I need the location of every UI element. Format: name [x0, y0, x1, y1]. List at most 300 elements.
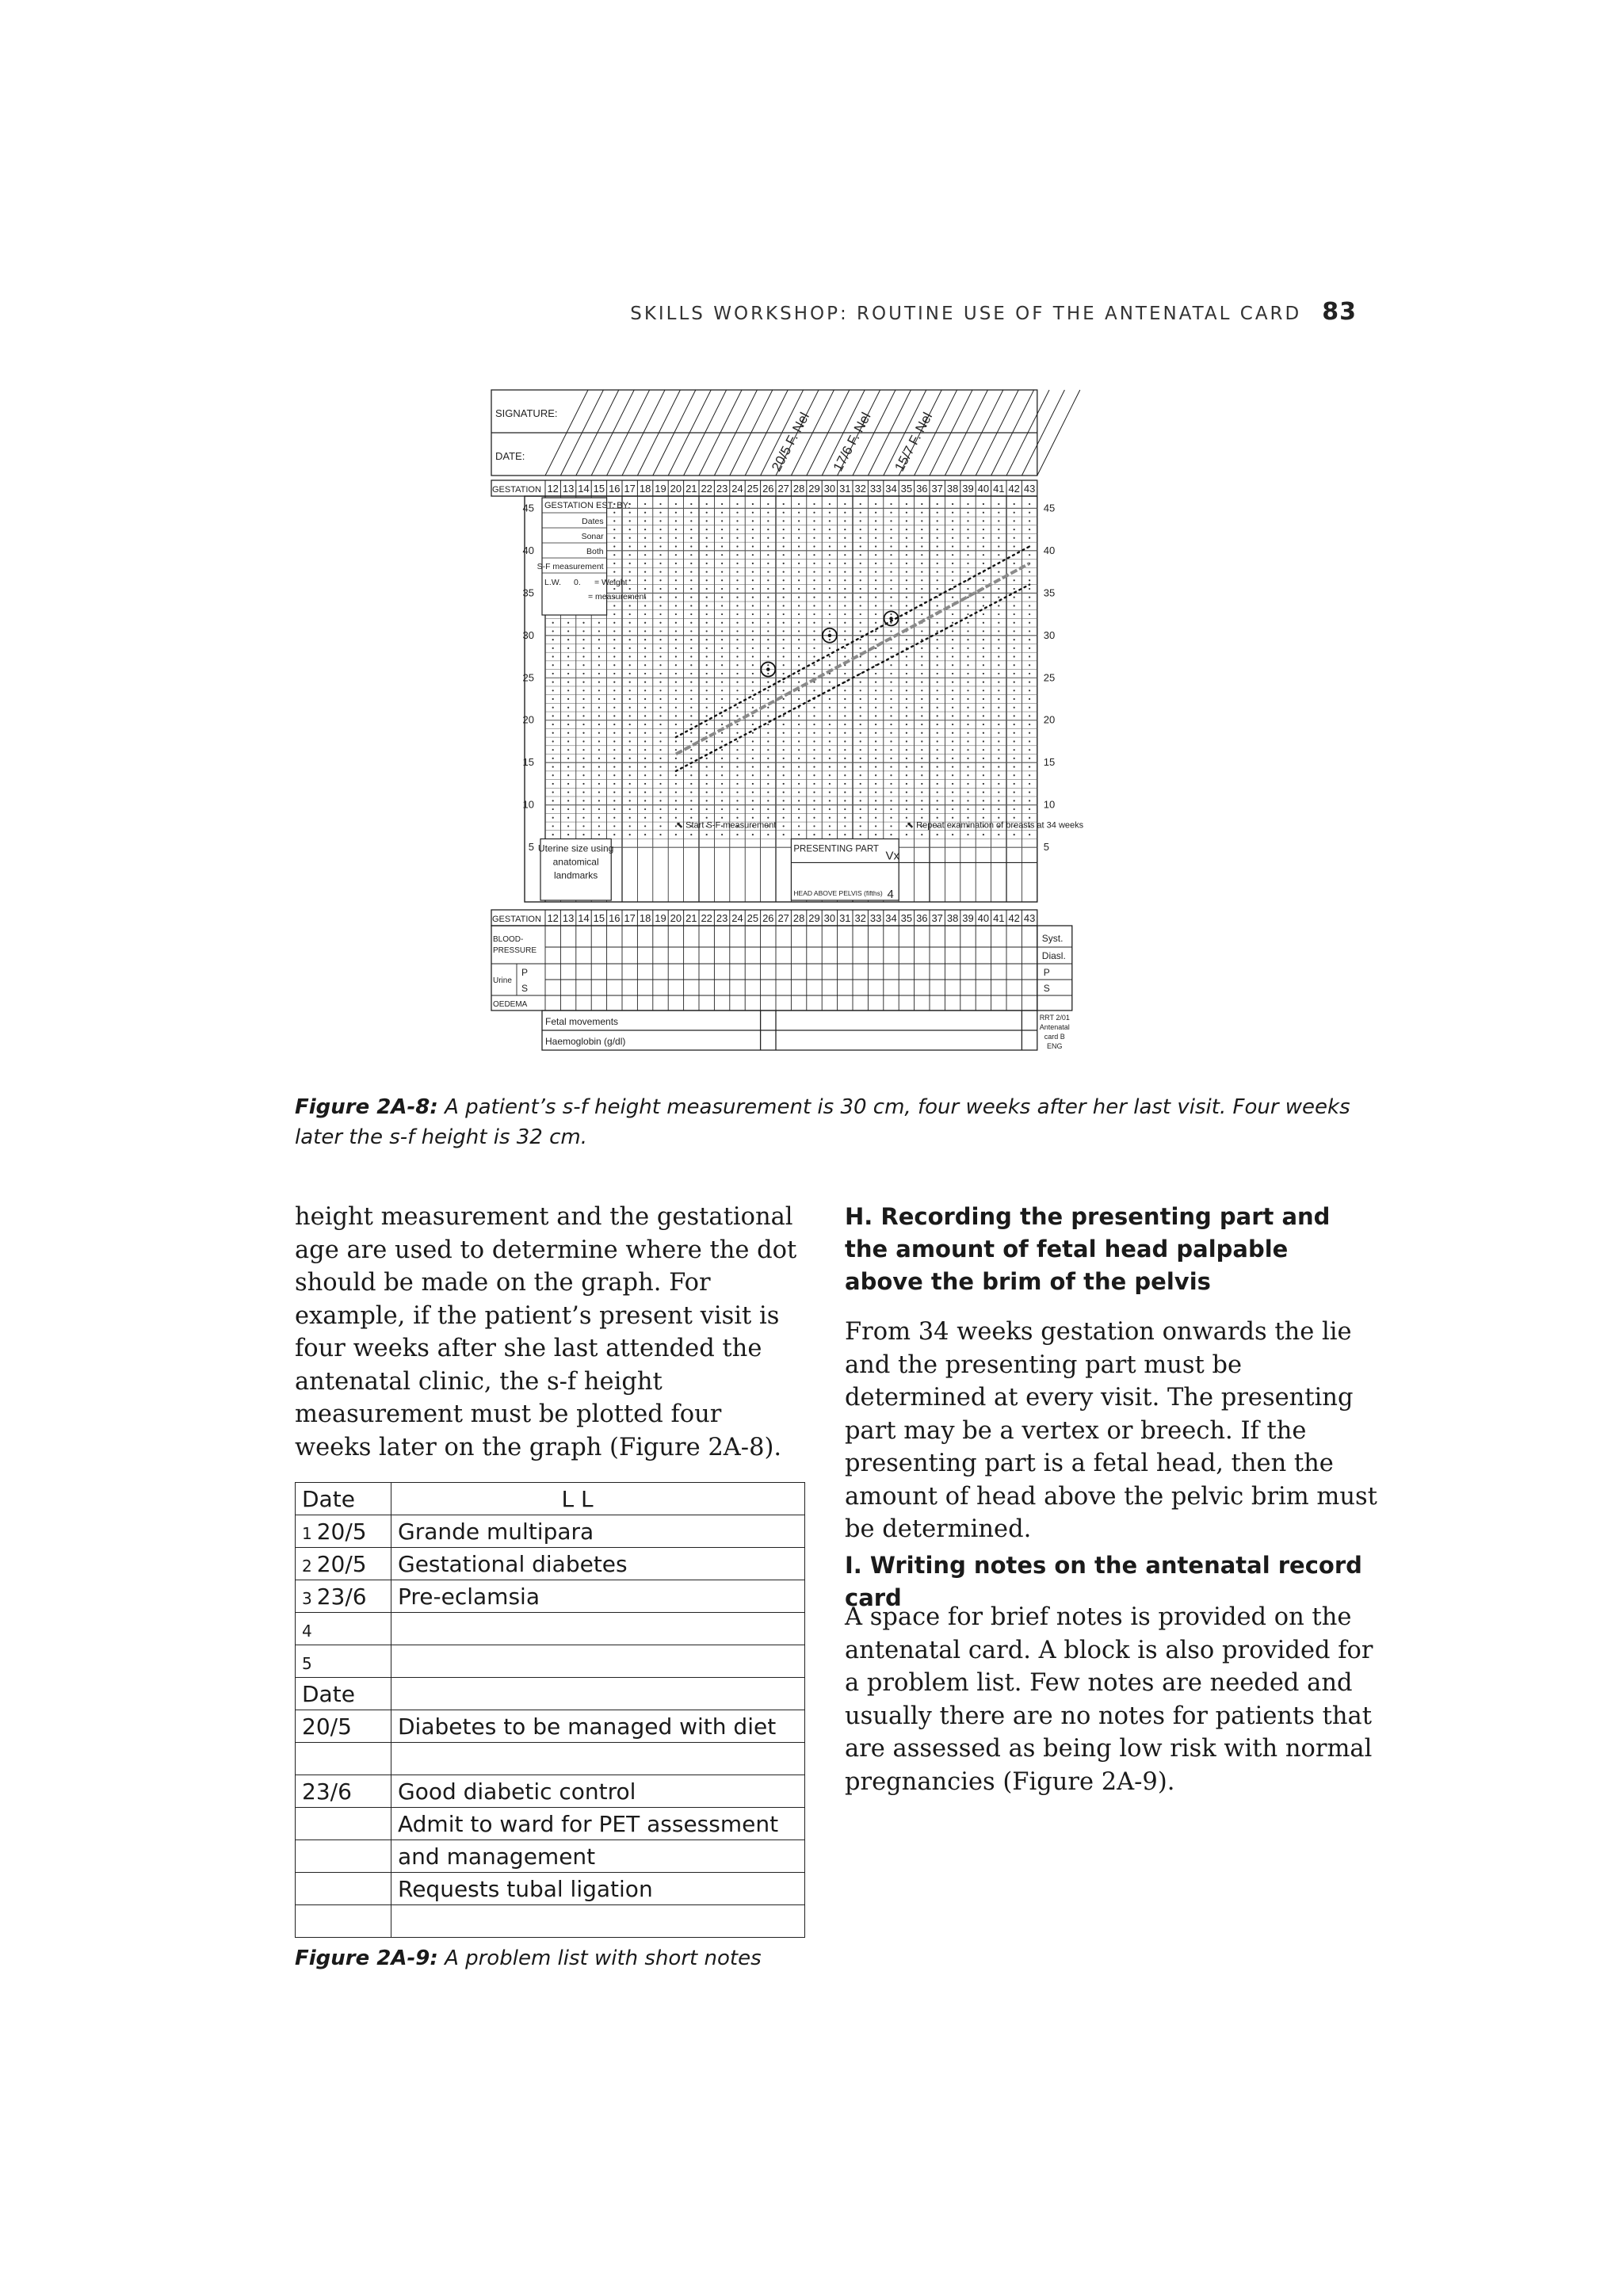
grid-dot	[567, 655, 569, 657]
grid-dot	[906, 707, 907, 709]
grid-dot	[706, 545, 708, 547]
grid-dot	[798, 800, 800, 801]
grid-dot	[952, 749, 953, 751]
grid-dot	[629, 655, 631, 657]
grid-dot	[706, 613, 708, 615]
grid-dot	[829, 597, 831, 598]
grid-dot	[736, 749, 738, 751]
grid-dot	[552, 758, 554, 759]
grid-dot	[629, 817, 631, 819]
grid-dot	[644, 740, 646, 742]
grid-dot	[983, 529, 984, 530]
grid-dot	[813, 664, 815, 666]
grid-dot	[721, 605, 723, 606]
grid-dot	[659, 792, 661, 793]
grid-dot	[613, 715, 615, 716]
gestation-top-week-label: 40	[977, 483, 990, 495]
problem-row	[296, 1580, 805, 1613]
grid-dot	[875, 571, 876, 572]
grid-dot	[844, 613, 846, 615]
problem-number: 5	[302, 1653, 312, 1673]
grid-dot	[813, 817, 815, 819]
grid-dot	[952, 682, 953, 683]
grid-dot	[860, 690, 861, 691]
grid-dot	[860, 622, 861, 624]
grid-dot	[921, 766, 922, 767]
lower-table-box	[491, 926, 1037, 1010]
grid-dot	[844, 800, 846, 801]
grid-dot	[921, 613, 922, 615]
grid-dot	[736, 758, 738, 759]
grid-dot	[567, 783, 569, 785]
grid-dot	[629, 545, 631, 547]
grid-dot	[752, 724, 754, 725]
grid-dot	[844, 792, 846, 793]
grid-dot	[690, 622, 692, 624]
grid-dot	[937, 605, 938, 606]
grid-dot	[552, 630, 554, 632]
grid-dot	[860, 571, 861, 572]
grid-dot	[952, 639, 953, 640]
grid-dot	[690, 707, 692, 709]
grid-dot	[629, 792, 631, 793]
grid-dot	[767, 529, 769, 530]
grid-dot	[983, 563, 984, 564]
grid-dot	[767, 707, 769, 709]
grid-dot	[921, 774, 922, 776]
grid-dot	[721, 554, 723, 556]
y-tick-right: 35	[1043, 586, 1056, 599]
grid-dot	[690, 715, 692, 716]
grid-dot	[598, 774, 600, 776]
grid-dot	[952, 707, 953, 709]
gestation-bottom-week-label: 40	[977, 912, 990, 924]
grid-dot	[706, 732, 708, 734]
grid-dot	[798, 571, 800, 572]
note-cell	[391, 1645, 805, 1678]
grid-dot	[659, 639, 661, 640]
grid-dot	[613, 732, 615, 734]
grid-dot	[844, 639, 846, 640]
grid-dot	[552, 707, 554, 709]
grid-dot	[967, 808, 968, 810]
grid-dot	[613, 563, 615, 564]
grid-dot	[644, 682, 646, 683]
grid-dot	[844, 571, 846, 572]
grid-dot	[798, 766, 800, 767]
figure-2a9-caption	[295, 1943, 1008, 1973]
grid-dot	[998, 512, 999, 514]
grid-dot	[659, 563, 661, 564]
grid-dot	[613, 588, 615, 590]
grid-dot	[829, 749, 831, 751]
grid-dot	[844, 817, 846, 819]
grid-dot	[983, 817, 984, 819]
grid-dot	[875, 783, 876, 785]
grid-dot	[783, 537, 785, 539]
grid-dot	[706, 630, 708, 632]
grid-dot	[598, 715, 600, 716]
date-label: DATE:	[495, 450, 525, 462]
grid-dot	[983, 724, 984, 725]
grid-dot	[721, 588, 723, 590]
grid-dot	[752, 655, 754, 657]
grid-dot	[906, 792, 907, 793]
grid-dot	[613, 774, 615, 776]
note-text: Gestational diabetes	[398, 1550, 628, 1577]
grid-dot	[675, 800, 677, 801]
grid-dot	[675, 673, 677, 674]
grid-dot	[783, 579, 785, 581]
grid-dot	[967, 732, 968, 734]
grid-dot	[644, 605, 646, 606]
grid-dot	[813, 732, 815, 734]
y-tick-left: 25	[522, 671, 534, 684]
grid-dot	[721, 655, 723, 657]
grid-dot	[659, 597, 661, 598]
grid-dot	[721, 800, 723, 801]
grid-dot	[613, 792, 615, 793]
grid-dot	[875, 715, 876, 716]
grid-dot	[967, 554, 968, 556]
grid-dot	[829, 520, 831, 521]
date-value: Date	[302, 1680, 355, 1707]
grid-dot	[783, 690, 785, 691]
grid-dot	[582, 792, 584, 793]
grid-dot	[659, 834, 661, 835]
grid-dot	[983, 613, 984, 615]
grid-dot	[844, 715, 846, 716]
gestation-top-week-label: 21	[685, 483, 697, 495]
grid-dot	[721, 579, 723, 581]
grid-dot	[875, 698, 876, 700]
grid-dot	[659, 554, 661, 556]
grid-dot	[659, 537, 661, 539]
grid-dot	[783, 673, 785, 674]
grid-dot	[644, 673, 646, 674]
measurement-label: = measurement	[588, 592, 647, 602]
grid-dot	[752, 639, 754, 640]
grid-dot	[613, 690, 615, 691]
grid-dot	[890, 613, 892, 615]
grid-dot	[736, 682, 738, 683]
grid-dot	[1029, 707, 1030, 709]
grid-dot	[783, 597, 785, 598]
lw-label: L.W.	[544, 578, 562, 587]
grid-dot	[659, 529, 661, 530]
grid-dot	[1029, 622, 1030, 624]
grid-dot	[582, 758, 584, 759]
grid-dot	[998, 724, 999, 725]
grid-dot	[798, 554, 800, 556]
grid-dot	[629, 690, 631, 691]
grid-dot	[629, 834, 631, 835]
grid-dot	[690, 588, 692, 590]
grid-dot	[721, 715, 723, 716]
grid-dot	[752, 545, 754, 547]
card-code: Antenatal	[1039, 1023, 1070, 1031]
grid-dot	[844, 545, 846, 547]
grid-dot	[706, 664, 708, 666]
grid-dot	[967, 758, 968, 759]
grid-dot	[721, 732, 723, 734]
grid-dot	[844, 503, 846, 505]
grid-dot	[921, 597, 922, 598]
note-text: L L	[561, 1485, 594, 1512]
grid-dot	[798, 648, 800, 649]
date-cell	[296, 1775, 391, 1808]
grid-dot	[937, 630, 938, 632]
grid-dot	[659, 630, 661, 632]
grid-dot	[798, 783, 800, 785]
grid-dot	[767, 655, 769, 657]
lw-o-label: 0.	[574, 578, 581, 587]
grid-dot	[1029, 834, 1030, 835]
running-title: SKILLS WORKSHOP: ROUTINE USE OF THE ANTENATAL CARD	[630, 304, 1302, 324]
grid-dot	[983, 740, 984, 742]
grid-dot	[582, 622, 584, 624]
grid-dot	[675, 774, 677, 776]
grid-dot	[706, 707, 708, 709]
grid-dot	[752, 630, 754, 632]
grid-dot	[1029, 537, 1030, 539]
grid-dot	[952, 537, 953, 539]
grid-dot	[1014, 732, 1015, 734]
grid-dot	[1014, 613, 1015, 615]
grid-dot	[1029, 740, 1030, 742]
grid-dot	[736, 605, 738, 606]
grid-dot	[860, 537, 861, 539]
urine-row-label: S	[521, 983, 529, 994]
grid-dot	[690, 639, 692, 640]
grid-dot	[952, 766, 953, 767]
grid-dot	[937, 792, 938, 793]
grid-dot	[952, 571, 953, 572]
grid-dot	[890, 740, 892, 742]
figure-2a9-label: Figure 2A-9:	[295, 1946, 438, 1970]
grid-dot	[644, 622, 646, 624]
grid-dot	[890, 724, 892, 725]
grid-dot	[783, 682, 785, 683]
problem-row	[296, 1548, 805, 1580]
grid-dot	[1029, 648, 1030, 649]
grid-dot	[860, 732, 861, 734]
grid-dot	[921, 715, 922, 716]
grid-dot	[598, 622, 600, 624]
grid-dot	[798, 664, 800, 666]
grid-dot	[613, 825, 615, 827]
grid-dot	[767, 783, 769, 785]
grid-dot	[690, 597, 692, 598]
grid-dot	[675, 588, 677, 590]
grid-dot	[798, 673, 800, 674]
grid-dot	[998, 545, 999, 547]
note-row	[296, 1905, 805, 1938]
grid-dot	[690, 834, 692, 835]
grid-dot	[937, 673, 938, 674]
grid-dot	[798, 698, 800, 700]
grid-dot	[844, 808, 846, 810]
gestation-bottom-week-label: 39	[962, 912, 974, 924]
grid-dot	[752, 834, 754, 835]
grid-dot	[860, 682, 861, 683]
grid-dot	[844, 520, 846, 521]
grid-dot	[921, 724, 922, 725]
grid-dot	[552, 715, 554, 716]
grid-dot	[1029, 808, 1030, 810]
note-row	[296, 1808, 805, 1840]
grid-dot	[890, 503, 892, 505]
grid-dot	[967, 834, 968, 835]
grid-dot	[767, 537, 769, 539]
grid-dot	[1014, 563, 1015, 564]
grid-dot	[798, 682, 800, 683]
grid-dot	[613, 613, 615, 615]
grid-dot	[783, 724, 785, 725]
grid-dot	[906, 664, 907, 666]
grid-dot	[798, 758, 800, 759]
grid-dot	[813, 758, 815, 759]
grid-dot	[890, 766, 892, 767]
grid-dot	[767, 800, 769, 801]
grid-dot	[875, 655, 876, 657]
grid-dot	[721, 834, 723, 835]
grid-dot	[829, 588, 831, 590]
grid-dot	[690, 520, 692, 521]
gestation-est-title: GESTATION EST. BY:	[544, 501, 631, 510]
grid-dot	[598, 690, 600, 691]
grid-dot	[629, 774, 631, 776]
grid-dot	[598, 749, 600, 751]
section-h-heading: H. Recording the presenting part and the amount of fetal head palpable above the brim of the pelvis	[845, 1203, 1331, 1295]
grid-dot	[690, 817, 692, 819]
grid-dot	[783, 766, 785, 767]
y-tick-left: 30	[522, 628, 534, 641]
grid-dot	[675, 655, 677, 657]
grid-dot	[706, 588, 708, 590]
grid-dot	[613, 630, 615, 632]
grid-dot	[644, 639, 646, 640]
grid-dot	[829, 512, 831, 514]
grid-dot	[629, 622, 631, 624]
grid-dot	[752, 503, 754, 505]
grid-dot	[690, 605, 692, 606]
grid-dot	[613, 664, 615, 666]
grid-dot	[675, 732, 677, 734]
grid-dot	[552, 800, 554, 801]
grid-dot	[644, 800, 646, 801]
grid-dot	[706, 682, 708, 683]
grid-dot	[1014, 707, 1015, 709]
grid-dot	[829, 783, 831, 785]
grid-dot	[1029, 724, 1030, 725]
gestation-top-week-label: 19	[655, 483, 666, 495]
grid-dot	[829, 605, 831, 606]
note-cell	[391, 1840, 805, 1873]
grid-dot	[567, 715, 569, 716]
grid-dot	[906, 740, 907, 742]
grid-dot	[875, 622, 876, 624]
grid-dot	[983, 520, 984, 521]
note-cell	[391, 1515, 805, 1548]
grid-dot	[1014, 537, 1015, 539]
grid-dot	[659, 664, 661, 666]
grid-dot	[644, 732, 646, 734]
grid-dot	[690, 808, 692, 810]
grid-dot	[860, 724, 861, 725]
grid-dot	[890, 571, 892, 572]
grid-dot	[659, 613, 661, 615]
grid-dot	[629, 707, 631, 709]
grid-dot	[937, 834, 938, 835]
grid-dot	[937, 774, 938, 776]
grid-dot	[890, 545, 892, 547]
grid-dot	[644, 503, 646, 505]
grid-dot	[967, 766, 968, 767]
grid-dot	[629, 698, 631, 700]
date-cell	[296, 1515, 391, 1548]
grid-dot	[721, 724, 723, 725]
grid-dot	[752, 808, 754, 810]
grid-dot	[690, 563, 692, 564]
grid-dot	[983, 732, 984, 734]
note-text: Good diabetic control	[398, 1778, 636, 1805]
note-cell	[391, 1613, 805, 1645]
grid-dot	[675, 707, 677, 709]
grid-dot	[659, 715, 661, 716]
grid-dot	[921, 817, 922, 819]
gestation-top-week-label: 31	[839, 483, 851, 495]
grid-dot	[767, 834, 769, 835]
grid-dot	[998, 698, 999, 700]
grid-dot	[567, 834, 569, 835]
grid-dot	[629, 520, 631, 521]
gestation-bottom-week-label: 24	[731, 912, 743, 924]
grid-dot	[967, 622, 968, 624]
grid-dot	[582, 648, 584, 649]
grid-dot	[613, 622, 615, 624]
gestation-bottom-week-label: 27	[777, 912, 789, 924]
grid-dot	[644, 613, 646, 615]
grid-dot	[967, 613, 968, 615]
grid-dot	[736, 655, 738, 657]
grid-dot	[659, 724, 661, 725]
grid-dot	[644, 698, 646, 700]
grid-dot	[767, 690, 769, 691]
grid-dot	[706, 579, 708, 581]
grid-dot	[813, 563, 815, 564]
gestation-bottom-week-label: 23	[716, 912, 728, 924]
grid-dot	[644, 707, 646, 709]
grid-dot	[1014, 639, 1015, 640]
grid-dot	[675, 554, 677, 556]
grid-dot	[1014, 605, 1015, 606]
grid-dot	[1029, 732, 1030, 734]
page-number: 83	[1322, 298, 1357, 326]
grid-dot	[1029, 655, 1030, 657]
grid-dot	[813, 512, 815, 514]
grid-dot	[1014, 512, 1015, 514]
grid-dot	[582, 698, 584, 700]
grid-dot	[644, 529, 646, 530]
grid-dot	[860, 817, 861, 819]
grid-dot	[552, 690, 554, 691]
problem-number: 2	[302, 1556, 312, 1576]
grid-dot	[1014, 800, 1015, 801]
gestation-bottom-week-label: 28	[792, 912, 805, 924]
grid-dot	[629, 613, 631, 615]
grid-dot	[659, 774, 661, 776]
